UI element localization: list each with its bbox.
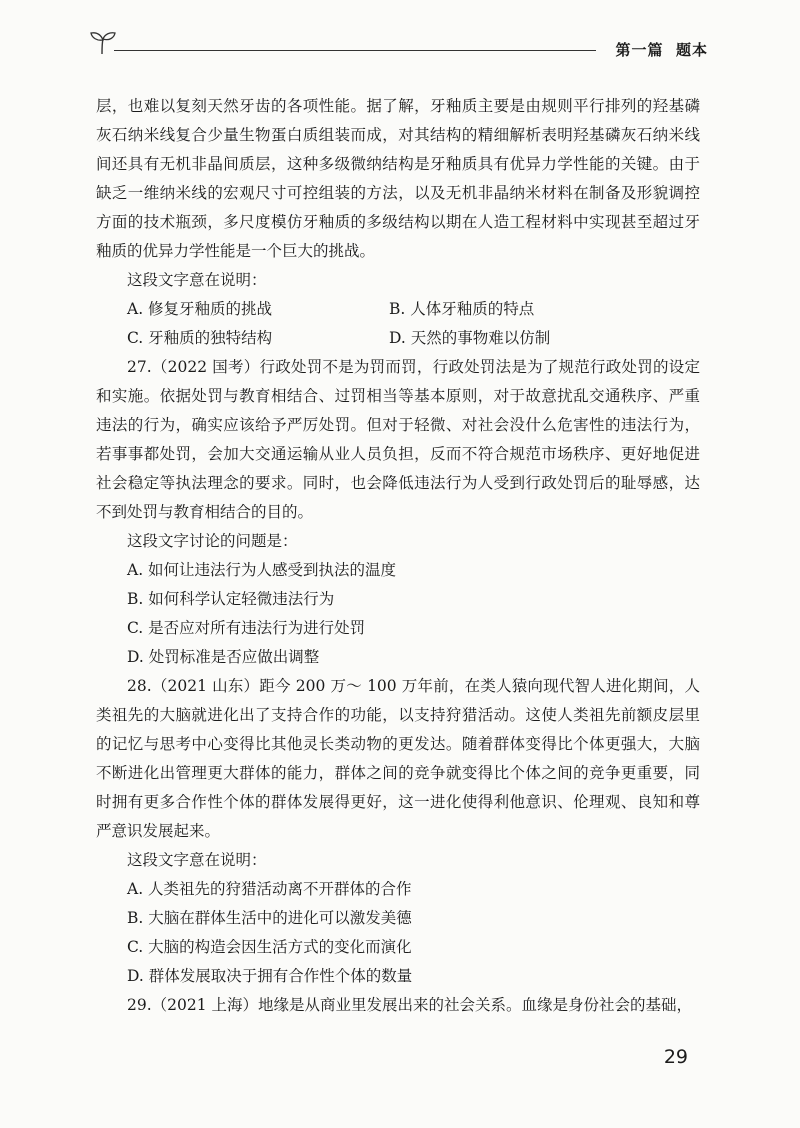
question-28-options	[96, 875, 700, 991]
option-d: D. 天然的事物难以仿制	[389, 329, 551, 347]
option-c: C. 是否应对所有违法行为进行处罚	[127, 619, 366, 637]
option-c: C. 大脑的构造会因生活方式的变化而演化	[127, 938, 412, 956]
question-prompt: 这段文字意在说明：	[127, 271, 267, 289]
question-28: 28.（2021 山东）距今 200 万～ 100 万年前，在类人猿向现代智人进化期间，人类祖先的大脑就进化出了支持合作的功能，以支持狩猎活动。这使人类祖先前额皮层里的记忆与思考中心变得比其他灵长类动物的更发达。随着群体变得比个体更强大，大脑不断进化出管理更大群体的能力，群体之间的竞争就变得比个体之间的竞争更重要，同时拥有更多合作性个体的群体发展得更好，这一进化使得利他意识、伦理观、良知和尊严意识发展起来。	[96, 677, 700, 840]
option-c: C. 牙釉质的独特结构	[127, 329, 273, 347]
page-content	[96, 92, 700, 1020]
option-b: B. 人体牙釉质的特点	[389, 300, 535, 318]
section-title: 第一篇 题本	[615, 41, 708, 59]
option-d: D. 群体发展取决于拥有合作性个体的数量	[127, 967, 413, 985]
page-number: 29	[663, 1046, 688, 1068]
question-27: 27.（2022 国考）行政处罚不是为罚而罚，行政处罚法是为了规范行政处罚的设定和实施。依据处罚与教育相结合、过罚相当等基本原则，对于故意扰乱交通秩序、严重违法的行为，确实应该给予严厉处罚。但对于轻微、对社会没什么危害性的违法行为，若事事都处罚，会加大交通运输从业人员负担，反而不符合规范市场秩序、更好地促进社会稳定等执法理念的要求。同时，也会降低违法行为人受到行政处罚后的耻辱感，达不到处罚与教育相结合的目的。	[96, 358, 700, 521]
option-b: B. 如何科学认定轻微违法行为	[127, 590, 335, 608]
option-a: A. 如何让违法行为人感受到执法的温度	[127, 561, 397, 579]
question-29: 29.（2021 上海）地缘是从商业里发展出来的社会关系。血缘是身份社会的基础，	[127, 996, 693, 1014]
question-27-prompt: 这段文字讨论的问题是：	[127, 532, 298, 550]
question-28-prompt: 这段文字意在说明：	[127, 851, 267, 869]
header-rule	[114, 50, 596, 51]
options-grid	[96, 295, 700, 353]
option-d: D. 处罚标准是否应做出调整	[127, 648, 320, 666]
running-header	[88, 30, 708, 64]
option-a: A. 修复牙釉质的挑战	[127, 300, 273, 318]
option-a: A. 人类祖先的狩猎活动离不开群体的合作	[127, 880, 412, 898]
question-27-options	[96, 556, 700, 672]
passage-continued: 层，也难以复刻天然牙齿的各项性能。据了解，牙釉质主要是由规则平行排列的羟基磷灰石纳米线复合少量生物蛋白质组装而成，对其结构的精细解析表明羟基磷灰石纳米线间还具有无机非晶间质层，这种多级微纳结构是牙釉质具有优异力学性能的关键。由于缺乏一维纳米线的宏观尺寸可控组装的方法，以及无机非晶纳米材料在制备及形貌调控方面的技术瓶颈，多尺度模仿牙釉质的多级结构以期在人造工程材料中实现甚至超过牙釉质的优异力学性能是一个巨大的挑战。	[96, 97, 700, 260]
sprout-icon	[88, 30, 118, 56]
option-b: B. 大脑在群体生活中的进化可以激发美德	[127, 909, 412, 927]
